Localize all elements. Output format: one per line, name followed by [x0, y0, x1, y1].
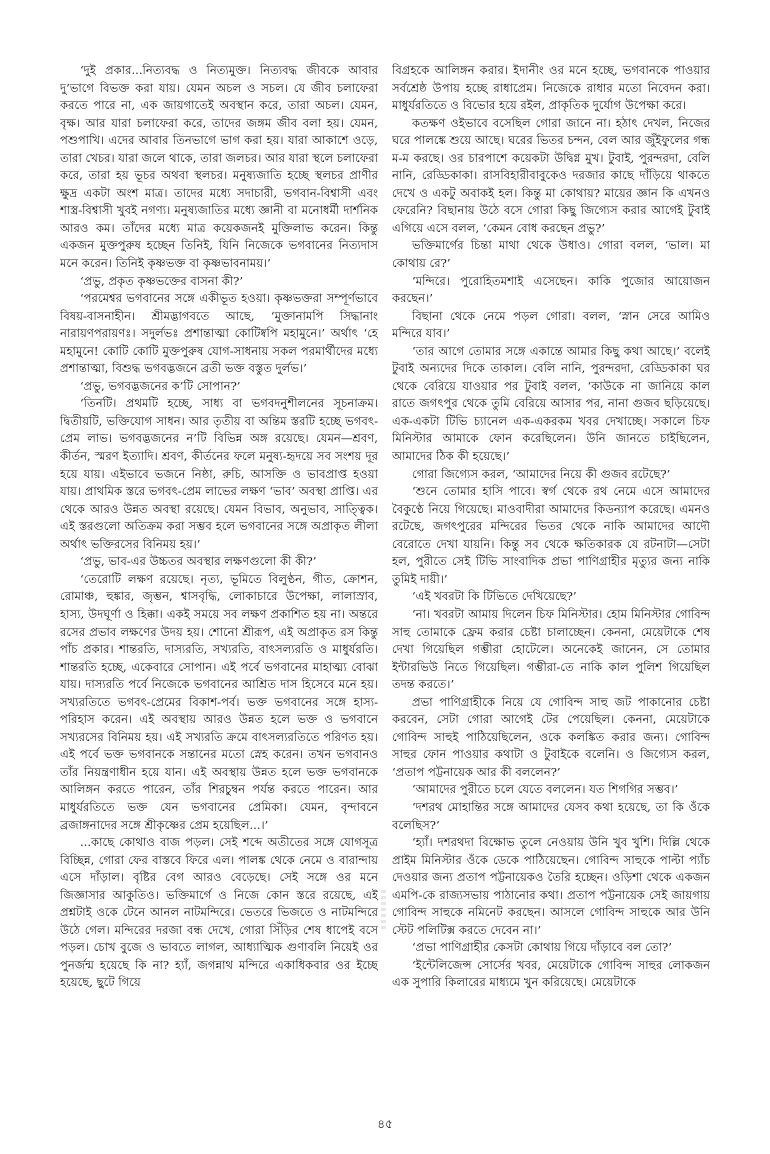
paragraph: প্রভা পাণিগ্রাহীকে নিয়ে যে গোবিন্দ সাহু জট পাকানোর চেষ্টা করবেন, সেটা গোরা আগেই টের পেয়েছিল। কেননা, মেয়েটাকে গোবিন্দ সাহুই পাঠিয়েছিলেন, ওকে কলঙ্কিত করার জন্য। গোবিন্দ সাহুর ফোন পাওয়ার কথাটা ও টুবাইকে বলেনি। ও জিগ্যেস করল, ‘প্রতাপ পট্টনায়েক আর কী বললেন?’ — [392, 694, 710, 779]
paragraph: ‘দুই প্রকার...নিত্যবদ্ধ ও নিত্যমুক্ত। নিত্যবদ্ধ জীবকে আবার দু’ভাগে বিভক্ত করা যায়। যেমন অচল ও সচল। যে জীব চলাফেরা করতে পারে না, এক জায়গাতেই অবস্থান করে, তারা অচল। যেমন, বৃক্ষ। আর যারা চলাফেরা করে, তাদের জঙ্গম জীব বলা হয়। যেমন, পশুপাখি। এদের আবার তিনভাগে ভাগ করা হয়। যারা আকাশে ওড়ে, তারা খেচর। যারা জলে থাকে, তারা জলচর। আর যারা স্থলে চলাফেরা করে, তারা হয় ভূচর অথবা স্থলচর। মনুষ্যজাতি হচ্ছে স্থলচর প্রাণীর ক্ষুদ্র একটা অংশ মাত্র। তাদের মধ্যে সদাচারী, ভগবান-বিশ্বাসী এবং শাস্ত্র-বিশ্বাসী খুবই নগণ্য। মনুষ্যজাতির মধ্যে জ্ঞানী বা মনোধর্মী দার্শনিক আরও কম। তাঁদের মধ্যে মাত্র কয়েকজনই মুক্তিলাভ করেন। কিন্তু একজন মুক্তপুরুষ হচ্ছেন তিনিই, যিনি নিজেকে ভগবানের নিত্যদাস মনে করেন। তিনিই কৃষ্ণভক্ত বা কৃষ্ণভাবনাময়।’ — [60, 63, 378, 271]
paragraph: ভক্তিমার্গের চিন্তা মাথা থেকে উধাও। গোরা বলল, ‘ভাল। মা কোথায় রে?’ — [392, 238, 710, 271]
right-column — [392, 62, 710, 1110]
paragraph: ‘হ্যাঁ। দশরথদা বিক্ষোভ তুলে নেওয়ায় উনি খুব খুশি। দিল্লি থেকে প্রাইম মিনিস্টার ওঁকে ডেকে পাঠিয়েছেন। গোবিন্দ সাহুকে পাল্টা প্যাঁচ দেওয়ার জন্য প্রতাপ পট্টনায়েকও তৈরি হচ্ছেন। ওড়িশা থেকে একজন এমপি-কে রাজ্যসভায় পাঠানোর কথা। প্রতাপ পট্টনায়েক সেই জায়গায় গোবিন্দ সাহুকে নমিনেট করছেন। আসলে গোবিন্দ সাহুকে আর উনি স্টেট পলিটিক্স করতে দেবেন না।’ — [392, 835, 710, 937]
paragraph: ‘পরমেশ্বর ভগবানের সঙ্গে একীভূত হওয়া। কৃষ্ণভক্তরা সম্পূর্ণভাবে বিষয়-বাসনাহীন। শ্রীমদ্ভাগবতে আছে, ‘মুক্তানামপি সিদ্ধানাং নারায়ণপরায়ণঃ। সদুর্লভঃ প্রশান্তাত্মা কোটিষ্বপি মহামুনে।’ অর্থাৎ ‘হে মহামুনে! কোটি কোটি মুক্তপুরুষ যোগ-সাধনায় সকল পরমার্থীদের মধ্যে প্রশান্তাত্মা, বিশুদ্ধ ভগবদ্ভজনে ব্রতী ভক্ত বস্তুত দুর্লভ।’ — [60, 291, 378, 376]
paragraph: ‘তেরোটি লক্ষণ রয়েছে। নৃত্য, ভূমিতে বিলুণ্ঠন, গীত, ক্রোশন, রোমাঞ্চ, হুঙ্কার, জৃম্ভন, শ্বাসবৃদ্ধি, লোকাচারে উপেক্ষা, লালাস্রাব, হাস্য, উদঘূর্ণা ও হিক্কা। একই সময়ে সব লক্ষণ প্রকাশিত হয় না। অন্তরে রসের প্রভাব লক্ষণের উদয় হয়। শোনো শ্রীরূপ, এই অপ্রাকৃত রস কিন্তু পাঁচ প্রকার। শান্তরতি, দাস্যরতি, সখ্যরতি, বাৎসল্যরতি ও মাধুর্যরতি। শান্তরতি হচ্ছে, একেবারে সোপান। এই পর্বে ভগবানের মাহাত্ম্য বোঝা যায়। দাস্যরতি পর্বে নিজেকে ভগবানের আশ্রিত দাস হিসেবে মনে হয়। সখ্যরতিতে ভগবৎ-প্রেমের বিকাশ-পর্ব। ভক্ত ভগবানের সঙ্গে হাস্য-পরিহাস করেন। এই অবস্থায় আরও উন্নত হলে ভক্ত ও ভগবানে সখ্যরসের বিনিময় হয়। এই সখ্যরতি ক্রমে বাৎসল্যরতিতে পরিণত হয়। এই পর্বে ভক্ত ভগবানকে সন্তানের মতো স্নেহ করেন। তখন ভগবানও তাঁর নিয়ন্ত্রণাধীন হয়ে যান। এই অবস্থায় উন্নত হলে ভক্ত ভগবানকে আলিঙ্গন করতে পারেন, তাঁর শিরচুম্বন পর্যন্ত করতে পারেন। আর মাধুর্যরতিতে ভক্ত যেন ভগবানের প্রেমিকা। যেমন, বৃন্দাবনে ব্রজাঙ্গনাদের সঙ্গে শ্রীকৃষ্ণের প্রেম হয়েছিল...।’ — [60, 571, 378, 832]
paragraph: ‘না। খবরটা আমায় দিলেন চিফ মিনিস্টার। হোম মিনিস্টার গোবিন্দ সাহু তোমাকে ফ্রেম করার চেষ্টা চালাচ্ছেন। কেননা, মেয়েটাকে শেষ দেখা গিয়েছিল গম্ভীরা হোটেলে। অনেকেই জানেন, সে তোমার ইন্টারভিউ নিতে গিয়েছিল। গম্ভীরা-তে নাকি কাল পুলিশ গিয়েছিল তদন্ত করতে।’ — [392, 606, 710, 692]
paragraph: ‘প্রভু, ভগবদ্ভজনের ক’টি সোপান?’ — [80, 378, 241, 393]
paragraph: ‘দশরথ মোহান্তির সঙ্গে আমাদের যেসব কথা হয়েছে, তা কি ওঁকে বলেছিস?’ — [392, 799, 710, 832]
paragraph: ...কাছে কোথাও বাজ পড়ল। সেই শব্দে অতীতের সঙ্গে যোগসূত্র বিচ্ছিন্ন, গোরা ফের বাস্তবে ফিরে এল। পালঙ্ক থেকে নেমে ও বারান্দায় এসে দাঁড়াল। বৃষ্টির বেগ আরও বেড়েছে। সেই সঙ্গে ওর মনে জিজ্ঞাসার আকুতিও। ভক্তিমার্গে ও নিজে কোন স্তরে রয়েছে, এই প্রশ্নটাই ওকে টেনে আনল নাটমন্দিরে। ভেতরে ভিজতে ও নাটমন্দিরে উঠে গেল। মন্দিরের দরজা বন্ধ দেখে, গোরা সিঁড়ির শেষ ধাপেই বসে পড়ল। চোখ বুজে ও ভাবতে লাগল, আধ্যাত্মিক গুণাবলি নিয়েই ওর পুনর্জন্ম হয়েছে কি না? হ্যাঁ, জগন্নাথ মন্দিরে একাধিকবার ওর ইচ্ছে হয়েছে, ছুটে গিয়ে — [60, 835, 378, 990]
paragraph: ‘ইন্টেলিজেন্স সোর্সের খবর, মেয়েটাকে গোবিন্দ সাহুর লোকজন এক সুপারি কিলারের মাধ্যমে খুন করিয়েছে। মেয়েটাকে — [392, 957, 710, 990]
paragraph: গোরা জিগ্যেস করল, ‘আমাদের নিয়ে কী গুজব রটেছে?’ — [412, 466, 671, 481]
gutter-mark — [381, 890, 386, 930]
paragraph: কতক্ষণ ওইভাবে বসেছিল গোরা জানে না। হঠাৎ দেখল, নিজের ঘরে পালঙ্কে শুয়ে আছে। ঘরের ভিতর চন্দন, বেল আর জুঁইফুলের গন্ধ ম-ম করছে। ওর চারপাশে কয়েকটা উদ্বিগ্ন মুখ। টুবাই, পুরন্দরদা, বেলি নানি, রেড্ডিকাকা। রাসবিহারীবাবুকেও দরজার কাছে দাঁড়িয়ে থাকতে দেখে ও একটু অবাকই হল। কিন্তু মা কোথায়? মায়ের জ্ঞান কি এখনও ফেরেনি? বিছানায় উঠে বসে গোরা কিছু জিগ্যেস করার আগেই টুবাই এগিয়ে এসে বলল, ‘কেমন বোধ করছেন প্রভু?’ — [392, 115, 710, 235]
page-number: ৪৫ — [377, 1117, 393, 1131]
paragraph: বিগ্রহকে আলিঙ্গন করার। ইদানীং ওর মনে হচ্ছে, ভগবানকে পাওয়ার সর্বশ্রেষ্ঠ উপায় হচ্ছে রাধাপ্রেম। নিজেকে রাধার মতো নিবেদন করা। মাধুর্যরতিতে ও বিভোর হয়ে রইল, প্রাকৃতিক দুর্যোগ উপেক্ষা করে। — [392, 63, 710, 113]
paragraph: ‘প্রভা পাণিগ্রাহীর কেসটা কোথায় গিয়ে দাঁড়াবে বল তো?’ — [412, 940, 672, 955]
paragraph: ‘তিনটি। প্রথমটি হচ্ছে, সাধ্য বা ভগবদনুশীলনের সূচনাক্রম। দ্বিতীয়টি, ভক্তিযোগ সাধন। আর তৃতীয় বা অন্তিম স্তরটি হচ্ছে ভগবৎ-প্রেম লাভ। ভগবদ্ভজনের ন’টি বিভিন্ন অঙ্গ রয়েছে। যেমন—শ্রবণ, কীর্তন, স্মরণ ইত্যাদি। শ্রবণ, কীর্তনের ফলে মনুষ্য-হৃদয়ে সব সংশয় দূর হয়ে যায়। এইভাবে ভজনে নিষ্ঠা, রুচি, আসক্তি ও ভাবপ্রাপ্ত হওয়া যায়। প্রাথমিক স্তরে ভগবৎ-প্রেম লাভের লক্ষণ ‘ভাব’ অবস্থা প্রাপ্তি। এর থেকে আরও উন্নত অবস্থা রয়েছে। যেমন বিভাব, অনুভাব, সাত্ত্বিক। এই স্তরগুলো অতিক্রম করা সম্ভব হলে ভগবানের সঙ্গে অপ্রাকৃত লীলা অর্থাৎ ভক্তিরসের বিনিময় হয়।’ — [60, 396, 378, 551]
paragraph: ‘মন্দিরে। পুরোহিতমশাই এসেছেন। কাকি পুজোর আয়োজন করছেন।’ — [392, 273, 710, 306]
paragraph: ‘এই খবরটা কি টিভিতে দেখিয়েছে?’ — [412, 589, 577, 604]
paragraph: ‘শুনে তোমার হাসি পাবে। স্বর্গ থেকে রথ নেমে এসে আমাদের বৈকুণ্ঠে নিয়ে গিয়েছে। মাওবাদীরা আমাদের কিডন্যাপ করেছে। এমনও রটেছে, জগৎপুরের মন্দিরের ভিতর থেকে নাকি আমাদের আদৌ বেরোতে দেখা যায়নি। কিন্তু সব থেকে ক্ষতিকারক যে রটনাটা—সেটা হল, পুরীতে সেই টিভি সাংবাদিক প্রভা পাণিগ্রাহীর মৃত্যুর জন্য নাকি তুমিই দায়ী।’ — [392, 484, 710, 586]
paragraph: বিছানা থেকে নেমে পড়ল গোরা। বলল, ‘স্নান সেরে আমিও মন্দিরে যাব।’ — [392, 308, 710, 341]
paragraph: ‘তার আগে তোমার সঙ্গে একান্তে আমার কিছু কথা আছে।’ বলেই টুবাই অন্যদের দিকে তাকাল। বেলি নানি, পুরন্দরদা, রেড্ডিকাকা ঘর থেকে বেরিয়ে যাওয়ার পর টুবাই বলল, ‘কাউকে না জানিয়ে কাল রাতে জগৎপুর থেকে তুমি বেরিয়ে আসার পর, নানা গুজব ছড়িয়েছে। এক-একটা টিভি চ্যানেল এক-একরকম খবর দেখাচ্ছে। সকালে চিফ মিনিস্টার আমাকে ফোন করেছিলেন। উনি জানতে চাইছিলেন, আমাদের ঠিক কী হয়েছে।’ — [392, 343, 710, 464]
paragraph: ‘প্রভু, ভাব-এর উচ্চতর অবস্থার লক্ষণগুলো কী কী?’ — [80, 554, 317, 569]
left-column — [60, 62, 378, 1110]
paragraph: ‘আমাদের পুরীতে চলে যেতে বললেন। যত শিগগির সম্ভব।’ — [412, 782, 679, 797]
paragraph: ‘প্রভু, প্রকৃত কৃষ্ণভক্তের বাসনা কী?’ — [80, 273, 244, 288]
